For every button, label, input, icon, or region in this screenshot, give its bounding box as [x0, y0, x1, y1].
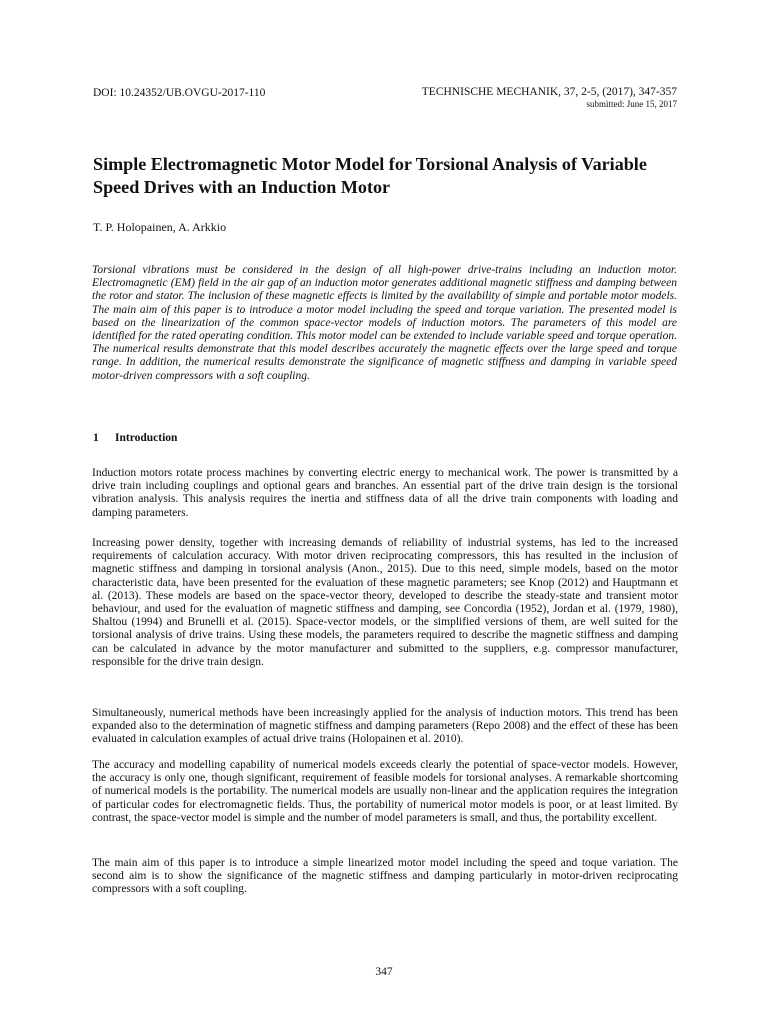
body-paragraph: The main aim of this paper is to introduce a simple linearized motor model including the speed and toque variation. The second aim is to show the significance of the magnetic stiffness and damping particularly in motor-driven reciprocating compressors with a soft coupling.	[92, 857, 678, 896]
section-heading-introduction	[93, 432, 177, 444]
abstract: Torsional vibrations must be considered in the design of all high-power drive-trains including an induction motor. Electromagnetic (EM) field in the air gap of an induction motor generates additional magnetic stiffness and damping between the rotor and stator. The inclusion of these magnetic effects is limited by the availability of simple and portable motor models. The main aim of this paper is to introduce a motor model including the speed and torque variation. The presented model is based on the linearization of the common space-vector models of induction motors. The parameters of this model are identified for the rated operating condition. This motor model can be extended to include variable speed and torque operation. The numerical results demonstrate that this model describes accurately the magnetic effects over the large speed and torque range. In addition, the numerical results demonstrate the significance of magnetic stiffness and damping in variable speed motor-driven compressors with a soft coupling.	[92, 264, 677, 382]
body-paragraph: Induction motors rotate process machines by converting electric energy to mechanical work. The power is transmitted by a drive train including couplings and optional gears and branches. An essential part of the drive train design is the torsional vibration analysis. This analysis requires the inertia and stiffness data of all the drive train components with loading and damping parameters.	[92, 467, 678, 519]
body-paragraph: The accuracy and modelling capability of numerical models exceeds clearly the potential of space-vector models. However, the accuracy is only one, though significant, requirement of feasible models for torsional analyses. A remarkable shortcoming of numerical models is the portability. The numerical models are usually non-linear and the application requires the integration of particular codes for electromagnetic fields. Thus, the portability of numerical motor models is poor, or at least limited. By contrast, the space-vector model is simple and the number of model parameters is small, and thus, the portability excellent.	[92, 759, 678, 824]
journal-citation: TECHNISCHE MECHANIK, 37, 2-5, (2017), 347-357	[421, 86, 677, 98]
body-paragraph: Simultaneously, numerical methods have been increasingly applied for the analysis of induction motors. This trend has been expanded also to the determination of magnetic stiffness and damping parameters (Repo 2008) and the effect of these has been evaluated in calculation examples of actual drive trains (Holopainen et al. 2010).	[92, 707, 678, 746]
doi-line: DOI: 10.24352/UB.OVGU-2017-110	[93, 87, 266, 99]
journal-header	[422, 86, 677, 109]
body-paragraph: Increasing power density, together with increasing demands of reliability of industrial systems, has led to the increased requirements of calculation accuracy. With motor driven reciprocating compressors, this has resulted in the inclusion of magnetic stiffness and damping in torsional analysis (Anon., 2015). Due to this need, simple models, based on the motor characteristic data, have been presented for the evaluation of these magnetic parameters; see Knop (2012) and Hauptmann et al. (2013). These models are based on the space-vector theory, developed to describe the steady-state and transient motor behaviour, and used for the evaluation of magnetic stiffness and damping, see Concordia (1952), Jordan et al. (1979, 1980), Shaltou (1994) and Brunelli et al. (2015). Space-vector models, or the simplified versions of them, are well suited for the torsional analysis of drive trains. Using these models, the parameters required to describe the magnetic stiffness and damping can be calculated in advance by the motor manufacturer and submitted to the suppliers, e.g. compressor manufacturer, responsible for the drive train design.	[92, 537, 678, 668]
submission-date: submitted: June 15, 2017	[586, 99, 677, 109]
page-number: 347	[375, 966, 393, 978]
author-list: T. P. Holopainen, A. Arkkio	[93, 220, 227, 234]
section-number: 1	[93, 432, 99, 444]
paper-title: Simple Electromagnetic Motor Model for Torsional Analysis of Variable Speed Drives with an Induction Motor	[93, 154, 647, 197]
section-title: Introduction	[115, 432, 178, 444]
